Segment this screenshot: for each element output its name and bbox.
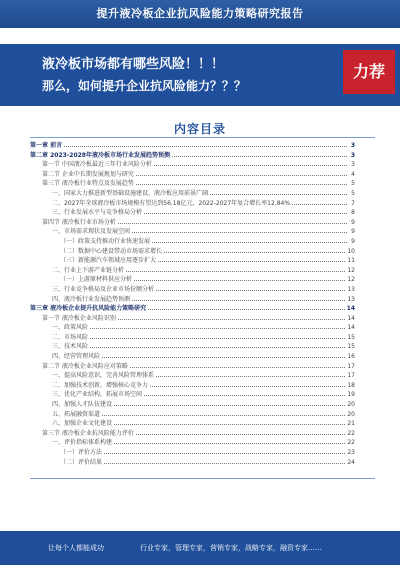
report-header-title: 提升液冷板企业抗风险能力策略研究报告 bbox=[96, 7, 304, 20]
toc-entry[interactable] bbox=[30, 218, 355, 228]
toc-entry-text: 二、行业上下游产业链分析 bbox=[52, 266, 125, 274]
toc-entry-text: 四、液冷板行业发展趋势预测 bbox=[52, 295, 131, 303]
toc-entry-text: 第一节 中国液冷板最近三年行业风险分析 bbox=[42, 161, 152, 169]
toc-bottom-divider bbox=[30, 478, 375, 479]
toc-entry-page: 20 bbox=[347, 410, 355, 418]
toc-entry-page: 15 bbox=[347, 343, 355, 351]
toc-entry-text: （一）政策支持推动行业快速发展 bbox=[60, 237, 151, 245]
toc-entry[interactable] bbox=[30, 247, 355, 257]
toc-entry-page: 7 bbox=[351, 199, 355, 207]
toc-entry[interactable] bbox=[30, 256, 355, 266]
toc-entry[interactable] bbox=[30, 237, 355, 247]
toc-entry-text: 一、提高风险意识，完善风险管理体系 bbox=[52, 372, 155, 380]
toc-entry-text: （一）评价方法 bbox=[60, 449, 103, 456]
toc-entry[interactable] bbox=[30, 362, 355, 372]
toc-entry-page: 13 bbox=[347, 295, 355, 303]
toc-entry-text: （二）评价结果 bbox=[60, 458, 103, 466]
toc-leader-dots bbox=[52, 328, 347, 329]
toc-entry-text: 第一节 液冷板企业风险识别 bbox=[42, 314, 116, 322]
toc-entry[interactable] bbox=[30, 381, 355, 391]
report-header bbox=[0, 0, 400, 28]
page-footer bbox=[0, 531, 400, 565]
toc-entry[interactable] bbox=[30, 170, 355, 180]
toc-entry-page: 9 bbox=[351, 237, 355, 245]
toc-entry-text: 第三节 液冷板行业特点及发展趋势 bbox=[42, 180, 134, 188]
toc-entry-text: 二、加强技术创新，增强核心竞争力 bbox=[52, 381, 149, 389]
toc-entry-text: （一）上游原材料供应分析 bbox=[60, 276, 133, 284]
toc-entry-page: 9 bbox=[351, 218, 355, 226]
toc-entry-text: 五、拓展融资渠道 bbox=[52, 410, 101, 418]
toc-entry[interactable] bbox=[30, 314, 355, 324]
toc-entry-page: 14 bbox=[346, 305, 355, 313]
toc-entry[interactable] bbox=[30, 458, 355, 468]
toc-entry-page: 17 bbox=[347, 372, 355, 380]
toc-entry-text: 三、技术风险 bbox=[52, 343, 89, 351]
toc-entry-text: 三、优化产业结构，拓展市场空间 bbox=[52, 391, 143, 399]
toc-entry[interactable] bbox=[30, 285, 355, 295]
toc-entry-page: 4 bbox=[351, 170, 355, 178]
toc-entry-page: 22 bbox=[347, 439, 355, 447]
toc-entry-text: 第四节 液冷板行业市场分析 bbox=[42, 218, 116, 226]
toc-entry-text: 一、政策风险 bbox=[52, 324, 89, 332]
toc-entry[interactable] bbox=[30, 448, 355, 458]
toc-entry-text: 一、国家大力推进新型基础设施建设，液冷板应用前景广阔 bbox=[52, 189, 209, 197]
toc-entry-page: 12 bbox=[347, 276, 355, 284]
toc-entry-page: 10 bbox=[347, 247, 355, 255]
toc-entry[interactable] bbox=[30, 208, 355, 218]
toc-entry-text: 一、评价指标体系构建 bbox=[52, 439, 113, 447]
toc-entry-page: 11 bbox=[347, 257, 355, 265]
toc-entry-page: 20 bbox=[347, 401, 355, 409]
toc-entry[interactable] bbox=[30, 333, 355, 343]
toc-entry-text: 六、加强企业文化建设 bbox=[52, 420, 113, 428]
footer-slogan: 让每个人都能成功 bbox=[48, 544, 104, 552]
toc-entry[interactable] bbox=[30, 266, 355, 276]
toc-entry[interactable] bbox=[30, 179, 355, 189]
toc-entry[interactable] bbox=[30, 371, 355, 381]
toc-entry[interactable] bbox=[30, 189, 355, 199]
toc-entry-page: 21 bbox=[347, 420, 355, 428]
toc-entry[interactable] bbox=[30, 352, 355, 362]
toc-title: 内容目录 bbox=[173, 122, 226, 136]
toc-entry-page: 9 bbox=[351, 228, 355, 236]
toc-entry[interactable] bbox=[30, 419, 355, 429]
toc-entry-text: 第二节 企业中长期发展规划与研究 bbox=[42, 170, 134, 178]
toc-entry-page: 14 bbox=[347, 324, 355, 332]
toc-entry-text: 三、行业发展水平与竞争格局分析 bbox=[52, 209, 143, 217]
toc-entry[interactable] bbox=[30, 323, 355, 333]
toc-entry-page: 8 bbox=[351, 209, 355, 217]
toc-entry-page: 5 bbox=[351, 189, 355, 197]
toc-entry-page: 24 bbox=[347, 458, 355, 466]
toc-entry[interactable] bbox=[30, 275, 355, 285]
toc-entry-page: 18 bbox=[347, 381, 355, 389]
toc-entry[interactable] bbox=[30, 141, 355, 151]
toc-entry-page: 15 bbox=[347, 333, 355, 341]
toc-entry[interactable] bbox=[30, 410, 355, 420]
toc-entry[interactable] bbox=[30, 429, 355, 439]
toc-entry[interactable] bbox=[30, 438, 355, 448]
toc-entry-text: 三、行业竞争格局及企业市场份额分析 bbox=[52, 285, 155, 293]
toc-entry-page: 3 bbox=[351, 161, 355, 169]
toc-entry[interactable] bbox=[30, 295, 355, 305]
toc-entry-page: 5 bbox=[351, 180, 355, 188]
toc-entry-text: 第二节 液冷板企业风险应对策略 bbox=[42, 362, 128, 370]
banner-line-1: 液冷板市场都有哪些风险！！！ bbox=[42, 57, 225, 72]
toc-leader-dots bbox=[52, 347, 347, 348]
toc-entry-page: 22 bbox=[347, 429, 355, 437]
toc-entry-text: 第三章 液冷板企业提升抗风险能力策略研究 bbox=[30, 305, 147, 313]
toc-entry-text: （二）数据中心建设带动市场需求增长 bbox=[60, 247, 163, 255]
toc-entry-text: 第一章 前言 bbox=[30, 142, 63, 149]
toc-entry[interactable] bbox=[30, 342, 355, 352]
toc-entry-text: 一、市场需求现状及发展空间 bbox=[52, 228, 131, 236]
toc-leader-dots bbox=[30, 146, 347, 147]
toc-entry-page: 12 bbox=[347, 266, 355, 274]
recommend-badge: 力荐 bbox=[343, 50, 395, 94]
toc-entry-page: 3 bbox=[350, 142, 355, 149]
toc-entry[interactable] bbox=[30, 151, 355, 161]
toc-top-divider bbox=[30, 137, 375, 138]
toc-entry[interactable] bbox=[30, 390, 355, 400]
toc-entry-page: 17 bbox=[347, 362, 355, 370]
toc-entry-text: 四、加强人才队伍建设 bbox=[52, 401, 113, 409]
banner-line-2: 那么，如何提升企业抗风险能力？？？ bbox=[42, 79, 247, 93]
toc-entry-text: （三）新能源汽车领域应用逐步扩大 bbox=[60, 257, 157, 265]
table-of-contents bbox=[30, 141, 355, 467]
toc-entry-text: 二、2027年全球液冷板市场规模有望达到56.18亿元，2022-2027年复合增长率12.84% bbox=[52, 199, 291, 207]
toc-entry-text: 第二章 2023-2028年液冷板市场行业发展趋势预测 bbox=[30, 151, 170, 159]
toc-entry[interactable] bbox=[30, 400, 355, 410]
toc-entry-page: 13 bbox=[347, 285, 355, 293]
toc-entry[interactable] bbox=[30, 227, 355, 237]
toc-entry-text: 第三节 液冷板企业抗风险能力评价 bbox=[42, 429, 134, 437]
toc-entry[interactable] bbox=[30, 199, 355, 209]
toc-entry-page: 23 bbox=[347, 449, 355, 456]
toc-entry-text: 二、市场风险 bbox=[52, 333, 89, 341]
toc-entry-page: 16 bbox=[347, 353, 355, 361]
footer-experts: 行业专家，管理专家，营销专家，战略专家，融资专家…… bbox=[140, 544, 322, 552]
toc-entry-page: 3 bbox=[350, 151, 355, 159]
toc-entry-page: 14 bbox=[347, 314, 355, 322]
toc-entry-page: 19 bbox=[347, 391, 355, 399]
toc-entry[interactable] bbox=[30, 160, 355, 170]
toc-leader-dots bbox=[52, 338, 347, 339]
toc-entry[interactable] bbox=[30, 304, 355, 314]
toc-entry-text: 四、经营管理风险 bbox=[52, 353, 101, 361]
risk-banner bbox=[0, 44, 400, 106]
